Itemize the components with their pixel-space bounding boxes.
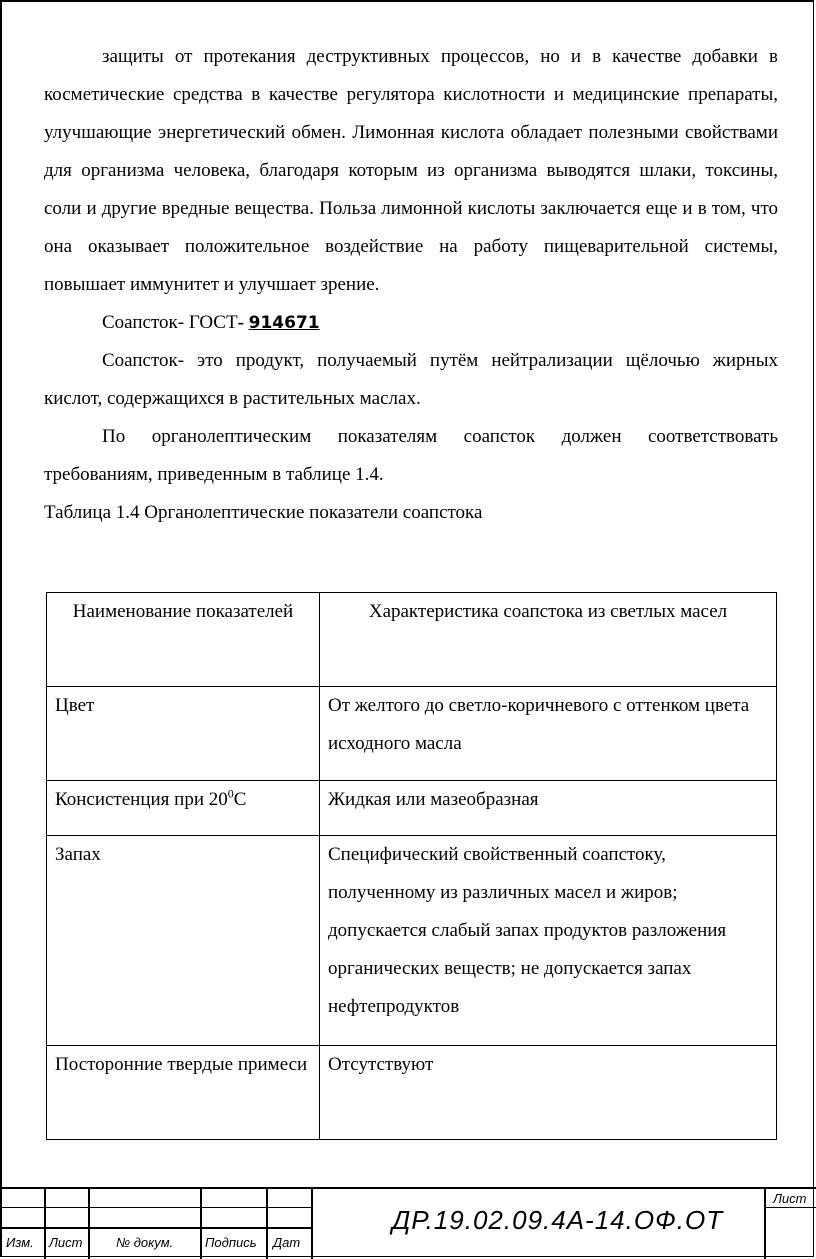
row-name: Цвет [47,687,320,781]
stamp-label-signature: Подпись [205,1235,257,1250]
row-value: Жидкая или мазеобразная [320,781,777,836]
stamp-label-doc: № докум. [116,1235,174,1250]
row-value: Специфический свойственный соапстоку, полученному из различных масел и жиров; допускается слабый запах продуктов разложения органических веществ; не допускается запах нефтепродуктов [320,836,777,1046]
table-row [47,836,777,1046]
row-name: Запах [47,836,320,1046]
paragraph-gost [44,304,778,342]
stamp-col-line [200,1187,202,1259]
gost-dash: - [237,312,249,333]
table-header-row [47,593,777,687]
stamp-top-line [0,1187,816,1189]
gost-number: 914671 [248,313,320,333]
title-block-stamp [0,1187,816,1259]
stamp-label-list: Лист [49,1235,83,1250]
stamp-col-line [266,1187,268,1259]
row-name-text: Консистенция при 20 [55,789,228,810]
table-caption: Таблица 1.4 Органолептические показатели соапстока [44,502,483,523]
row-name [47,781,320,836]
table-row [47,781,777,836]
table-row [47,1046,777,1140]
table-row [47,687,777,781]
document-code: ДР.19.02.09.4А-14.ОФ.ОТ [392,1205,724,1235]
stamp-col-line [88,1187,90,1259]
stamp-sheet-line [765,1207,816,1208]
header-characteristic: Характеристика соапстока из светлых масел [320,593,777,687]
row-name-unit: С [233,789,247,810]
organoleptic-table [46,592,777,1140]
stamp-label-izm: Изм. [6,1235,34,1250]
paragraph-definition: Соапсток- это продукт, получаемый путём нейтрализации щёлочью жирных кислот, содержащихся в растительных маслах. [44,350,778,409]
stamp-col-line [764,1187,766,1259]
paragraph-intro: защиты от протекания деструктивных процессов, но и в качестве добавки в косметические средства в качестве регулятора кислотности и медицинские препараты, улучшающие энергетический обмен. Лимонная кислота обладает полезными свойствами для организма человека, благодаря которым из организма выводятся шлаки, токсины, соли и другие вредные вещества. Польза лимонной кислоты заключается еще и в том, что она оказывает положительное воздействие на работу пищеварительной системы, повышает иммунитет и улучшает зрение. [44,46,778,295]
row-name: Посторонние твердые примеси [47,1046,320,1140]
stamp-col-line [44,1187,46,1259]
paragraph-requirements: По органолептическим показателям соапсток должен соответствовать требованиям, приведенным в таблице 1.4. [44,426,778,485]
stamp-label-date: Дат [273,1235,301,1250]
stamp-col-line [311,1187,313,1259]
stamp-label-sheet: Лист [773,1191,807,1206]
row-value: Отсутствуют [320,1046,777,1140]
document-body [44,38,778,532]
gost-prefix: Соапсток- ГОСТ [102,312,238,333]
header-name: Наименование показателей [47,593,320,687]
degree-superscript: 0 [227,786,234,801]
row-value: От желтого до светло-коричневого с оттенком цвета исходного масла [320,687,777,781]
